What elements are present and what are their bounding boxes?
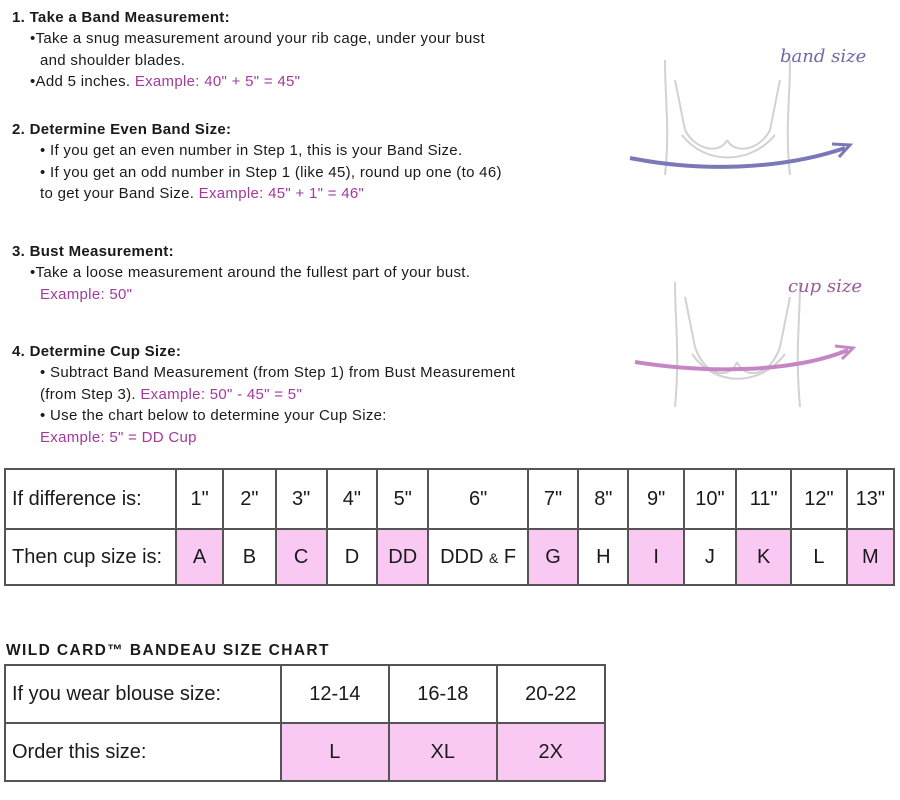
difference-cell: 4" [327,469,377,529]
step-4-line-2 [12,384,652,406]
cup-size-row-label: Then cup size is: [5,529,176,585]
step-4-line-3: • Use the chart below to determine your Cup Size: [40,407,387,424]
difference-cell: 5" [377,469,428,529]
step-2-line-3 [12,183,652,205]
cup-size-cell: DD [377,529,428,585]
band-size-label: band size [780,46,867,67]
step-2-line-1: • If you get an even number in Step 1, this is your Band Size. [40,142,463,159]
difference-cell: 8" [578,469,628,529]
difference-cell: 10" [684,469,736,529]
order-size-cell: 2X [497,723,605,781]
difference-cell: 1" [176,469,223,529]
difference-cell: 9" [628,469,683,529]
cup-size-cell: L [791,529,846,585]
step-1-line-2: and shoulder blades. [40,51,186,69]
step-1-text: •Add 5 inches. [30,73,135,90]
order-size-row [5,723,605,781]
step-2-example: Example: 45" + 1" = 46" [198,185,365,202]
difference-row [5,469,894,529]
step-4-example-1: Example: 50" - 45" = 5" [140,385,303,403]
cup-size-cell: K [736,529,791,585]
cup-arrow-icon [635,350,848,369]
step-1-line-3 [12,71,652,93]
step-4-text: (from Step 3). [40,385,141,403]
difference-cell: 12" [791,469,846,529]
cup-size-row [5,529,894,585]
bust-outline-icon [665,60,790,175]
cup-size-cell: H [578,529,628,585]
bandeau-chart-title: WILD CARD™ BANDEAU SIZE CHART [6,642,330,659]
difference-cell: 13" [847,469,894,529]
cup-size-cell: D [327,529,377,585]
blouse-size-cell: 16-18 [389,665,496,723]
step-4 [12,342,652,448]
step-3 [12,242,652,330]
step-4-example-2: Example: 5" = DD Cup [40,428,197,446]
difference-cell: 7" [528,469,578,529]
cup-size-cell: A [176,529,223,585]
difference-row-label: If difference is: [5,469,176,529]
order-size-row-label: Order this size: [5,723,281,781]
step-4-line-1: • Subtract Band Measurement (from Step 1) from Bust Measurement [40,364,516,381]
instructions [12,8,652,460]
bust-outline-icon [675,282,800,407]
cup-size-cell: J [684,529,736,585]
step-2-text: to get your Band Size. [40,185,199,202]
blouse-size-row-label: If you wear blouse size: [5,665,281,723]
blouse-size-cell: 12-14 [281,665,389,723]
step-1 [12,8,652,108]
step-1-example: Example: 40" + 5" = 45" [134,73,301,90]
cup-size-illustration [630,262,895,427]
cup-size-cell: C [276,529,327,585]
difference-cell: 11" [736,469,791,529]
ampersand-text: & [489,549,499,566]
cup-size-label: cup size [788,276,863,297]
order-size-cell: XL [389,723,496,781]
cup-size-cell: G [528,529,578,585]
step-3-example: Example: 50" [40,285,133,303]
order-size-cell: L [281,723,389,781]
step-1-line-1: •Take a snug measurement around your rib cage, under your bust [30,30,485,47]
difference-cell: 6" [428,469,528,529]
f-text: F [503,545,517,568]
cup-size-cell-ddd-f [428,529,528,585]
bandeau-size-table [4,664,606,782]
step-2-line-2: • If you get an odd number in Step 1 (like 45), round up one (to 46) [40,163,502,181]
difference-cell: 3" [276,469,327,529]
step-2 [12,120,652,230]
difference-cell: 2" [223,469,275,529]
cup-size-cell: I [628,529,683,585]
step-3-line-1: •Take a loose measurement around the fullest part of your bust. [30,264,471,281]
band-size-illustration [620,30,890,200]
blouse-size-cell: 20-22 [497,665,605,723]
cup-size-cell: M [847,529,894,585]
cup-size-cell: B [223,529,275,585]
step-3-title: 3. Bust Measurement: [12,243,174,260]
step-2-title: 2. Determine Even Band Size: [12,121,232,138]
step-1-title: 1. Take a Band Measurement: [12,9,230,26]
ddd-text: DDD [440,545,484,568]
blouse-size-row [5,665,605,723]
step-4-title: 4. Determine Cup Size: [12,343,182,360]
cup-size-table [4,468,895,586]
